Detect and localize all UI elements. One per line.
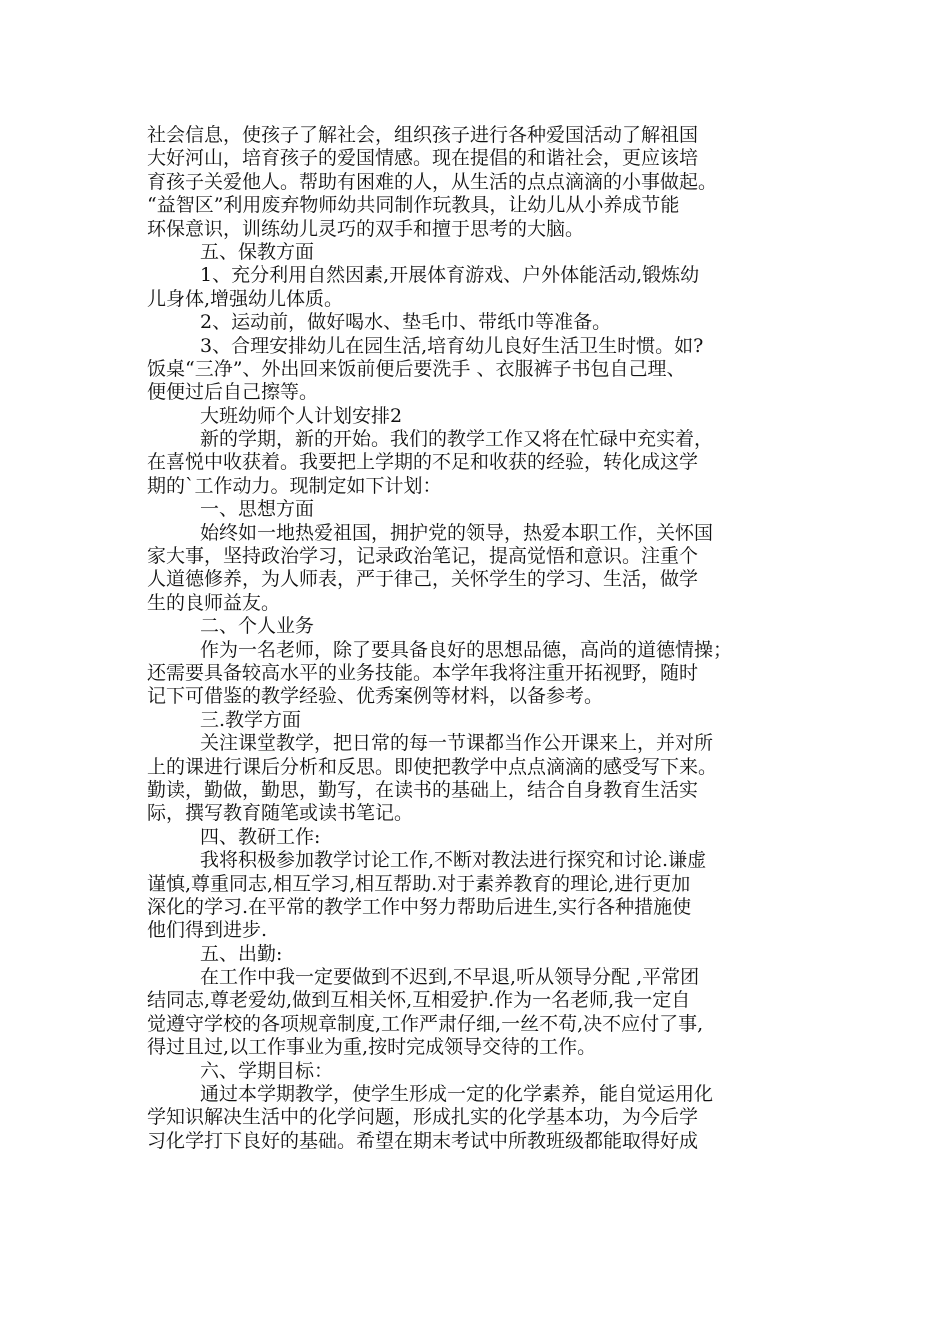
text-line: 关注课堂教学，把日常的每一节课都当作公开课来上，并对所 (200, 732, 714, 755)
document-page (147, 124, 827, 1153)
text-line: 我将积极参加教学讨论工作,不断对教法进行探究和讨论.谦虚 (200, 849, 707, 872)
text-line: 一、思想方面 (200, 498, 315, 521)
text-line: 便便过后自己擦等。 (147, 381, 319, 404)
text-line: 作为一名老师，除了要具备良好的思想品德，高尚的道德情操； (200, 638, 733, 661)
text-line: 大班幼师个人计划安排2 (200, 404, 403, 427)
text-line: 环保意识，训练幼儿灵巧的双手和擅于思考的大脑。 (147, 217, 585, 240)
text-line: 习化学打下良好的基础。希望在期末考试中所教班级都能取得好成 (147, 1129, 699, 1152)
text-line: 得过且过,以工作事业为重,按时完成领导交待的工作。 (147, 1036, 597, 1059)
text-line: 二、个人业务 (200, 615, 315, 638)
text-line: 记下可借鉴的教学经验、优秀案例等材料，以备参考。 (147, 685, 604, 708)
text-line: 六、学期目标： (200, 1059, 334, 1082)
text-line: 饭桌“三净”、外出回来饭前便后要洗手 、衣服裤子书包自己理、 (147, 357, 686, 380)
text-line: 2、运动前，做好喝水、垫毛巾、带纸巾等准备。 (200, 311, 612, 334)
text-line: 3、合理安排幼儿在园生活,培育幼儿良好生活卫生时惯。如? (200, 334, 704, 357)
text-line: 五、保教方面 (200, 240, 315, 263)
text-line: 勤读，勤做，勤思，勤写，在读书的基础上，结合自身教育生活实 (147, 778, 699, 801)
text-line: 他们得到进步. (147, 919, 268, 942)
text-line: 四、教研工作: (200, 825, 321, 848)
text-line: 际，撰写教育随笔或读书笔记。 (147, 802, 414, 825)
text-line: 结同志,尊老爱幼,做到互相关怀,互相爱护.作为一名老师,我一定自 (147, 989, 691, 1012)
text-line: 五、出勤: (200, 942, 283, 965)
text-line: 儿身体,增强幼儿体质。 (147, 287, 344, 310)
text-line: 在喜悦中收获着。我要把上学期的不足和收获的经验，转化成这学 (147, 451, 699, 474)
text-line: 育孩子关爱他人。帮助有困难的人，从生活的点点滴滴的小事做起。 (147, 170, 718, 193)
text-line: 大好河山，培育孩子的爱国情感。现在提倡的和谐社会，更应该培 (147, 147, 699, 170)
text-line: 学知识解决生活中的化学问题，形成扎实的化学基本功，为今后学 (147, 1106, 699, 1129)
text-line: 新的学期，新的开始。我们的教学工作又将在忙碌中充实着， (200, 428, 714, 451)
text-line: 生的良师益友。 (147, 591, 281, 614)
text-line: 还需要具备较高水平的业务技能。本学年我将注重开拓视野，随时 (147, 661, 699, 684)
text-line: 三.教学方面 (200, 708, 302, 731)
text-line: 人道德修养，为人师表，严于律己，关怀学生的学习、生活，做学 (147, 568, 699, 591)
text-line: 谨慎,尊重同志,相互学习,相互帮助.对于素养教育的理论,进行更加 (147, 872, 691, 895)
text-line: 始终如一地热爱祖国，拥护党的领导，热爱本职工作，关怀国 (200, 521, 714, 544)
text-line: 社会信息，使孩子了解社会，组织孩子进行各种爱国活动了解祖国 (147, 124, 699, 146)
text-line: 在工作中我一定要做到不迟到,不早退,听从领导分配 ,平常团 (200, 966, 700, 989)
text-line: 1、充分利用自然因素,开展体育游戏、户外体能活动,锻炼幼 (200, 264, 700, 287)
text-line: 家大事，坚持政治学习，记录政治笔记，提高觉悟和意识。注重个 (147, 545, 699, 568)
text-line: 期的`工作动力。现制定如下计划： (147, 474, 442, 497)
text-line: 觉遵守学校的各项规章制度,工作严肃仔细,一丝不苟,决不应付了事, (147, 1012, 704, 1035)
text-line: 通过本学期教学，使学生形成一定的化学素养，能自觉运用化 (200, 1083, 714, 1106)
text-line: 上的课进行课后分析和反思。即使把教学中点点滴滴的感受写下来。 (147, 755, 718, 778)
text-line: “益智区”利用废弃物师幼共同制作玩教具，让幼儿从小养成节能 (147, 194, 680, 217)
text-line: 深化的学习.在平常的教学工作中努力帮助后进生,实行各种措施使 (147, 895, 692, 918)
